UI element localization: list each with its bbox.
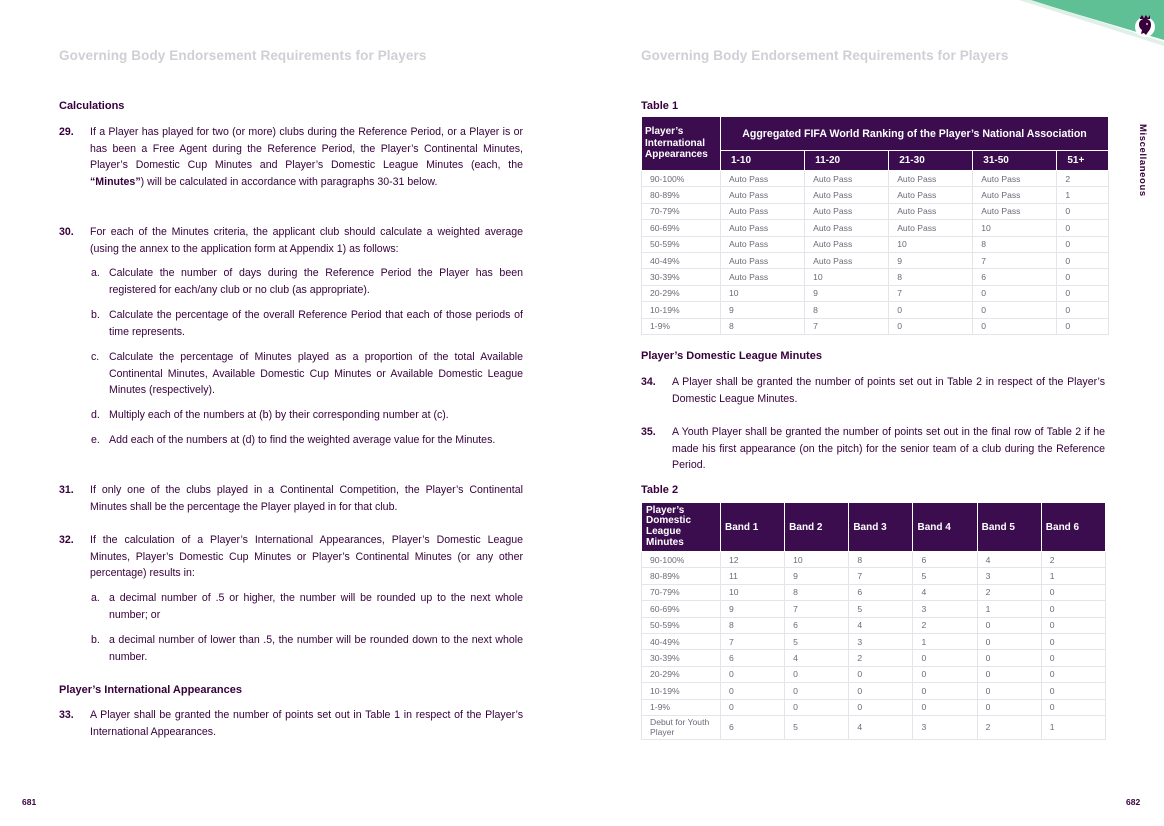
row-label-cell: 30-39%	[642, 650, 721, 666]
value-cell: 9	[721, 601, 785, 617]
value-cell: 10	[785, 552, 849, 568]
value-cell: 1	[913, 633, 977, 649]
value-cell: 8	[889, 269, 973, 285]
table2-band-header: Band 2	[785, 503, 849, 552]
value-cell: 0	[721, 683, 785, 699]
value-cell: Auto Pass	[721, 171, 805, 187]
value-cell: Auto Pass	[889, 171, 973, 187]
paragraph-number: 35.	[641, 426, 656, 438]
value-cell: 5	[785, 633, 849, 649]
paragraph-30: 30. For each of the Minutes criteria, the applicant club should calculate a weighted average (using the annex to the application form at Appendix 1) as follows:	[59, 226, 523, 255]
page-number-left: 681	[22, 797, 37, 807]
paragraph-31: 31. If only one of the clubs played in a Continental Competition, the Player’s Continental Minutes shall be the percentage the Player played in for that club.	[59, 484, 523, 513]
value-cell: 5	[913, 568, 977, 584]
value-cell: 2	[977, 584, 1041, 600]
paragraph-29: 29. If a Player has played for two (or more) clubs during the Reference Period, or a Player is or has been a Free Agent during the Reference Period, the Player’s Continental Minutes, Player’s Domestic Cup Minutes and Player’s Domestic League Minutes (each, the “Minutes”) will be calculated in accordance with paragraphs 30-31 below.	[59, 126, 523, 188]
value-cell: 10	[889, 236, 973, 252]
value-cell: 0	[913, 699, 977, 715]
value-cell: 5	[849, 601, 913, 617]
row-label-cell: 60-69%	[642, 601, 721, 617]
value-cell: Auto Pass	[889, 203, 973, 219]
table1-band-header: 51+	[1057, 151, 1109, 171]
value-cell: 0	[721, 699, 785, 715]
value-cell: 0	[1041, 617, 1105, 633]
row-label-cell: 20-29%	[642, 285, 721, 301]
value-cell: 0	[1057, 318, 1109, 334]
value-cell: 4	[849, 715, 913, 739]
table-row	[642, 683, 1106, 699]
table-row	[642, 285, 1109, 301]
value-cell: 0	[1041, 683, 1105, 699]
running-head-left: Governing Body Endorsement Requirements for Players	[59, 48, 427, 63]
table-row	[642, 220, 1109, 236]
value-cell: 0	[1041, 699, 1105, 715]
paragraph-32: 32. If the calculation of a Player’s International Appearances, Player’s Domestic League Minutes, Player’s Domestic Cup Minutes or Player’s Continental Minutes (or any other percentage) results in:	[59, 534, 523, 580]
table2-band-header: Band 4	[913, 503, 977, 552]
table1-band-header: 21-30	[889, 151, 973, 171]
value-cell: Auto Pass	[721, 203, 805, 219]
value-cell: 1	[977, 601, 1041, 617]
row-label-cell: 30-39%	[642, 269, 721, 285]
side-section-label: Miscellaneous	[1137, 124, 1148, 197]
page-number-right: 682	[1126, 797, 1141, 807]
paragraph-number: 34.	[641, 376, 656, 388]
table-row	[642, 715, 1106, 739]
value-cell: 0	[977, 633, 1041, 649]
value-cell: 8	[805, 302, 889, 318]
value-cell: Auto Pass	[973, 171, 1057, 187]
value-cell: 6	[721, 715, 785, 739]
value-cell: Auto Pass	[805, 236, 889, 252]
value-cell: 2	[849, 650, 913, 666]
table1-span-header: Aggregated FIFA World Ranking of the Player’s National Association	[721, 117, 1109, 151]
running-head-right: Governing Body Endorsement Requirements for Players	[641, 48, 1009, 63]
value-cell: 1	[1041, 568, 1105, 584]
paragraph-number: 31.	[59, 484, 74, 496]
value-cell: Auto Pass	[805, 220, 889, 236]
paragraph-33: 33. A Player shall be granted the number of points set out in Table 1 in respect of the Player’s International Appearances.	[59, 709, 523, 738]
value-cell: 7	[785, 601, 849, 617]
value-cell: 4	[913, 584, 977, 600]
value-cell: Auto Pass	[721, 252, 805, 268]
table-row	[642, 269, 1109, 285]
value-cell: Auto Pass	[721, 269, 805, 285]
value-cell: 0	[913, 683, 977, 699]
table2-band-header: Band 5	[977, 503, 1041, 552]
table1-band-header: 31-50	[973, 151, 1057, 171]
value-cell: 0	[1057, 236, 1109, 252]
table-row	[642, 236, 1109, 252]
value-cell: 6	[785, 617, 849, 633]
value-cell: Auto Pass	[721, 236, 805, 252]
value-cell: 0	[1041, 650, 1105, 666]
value-cell: 9	[889, 252, 973, 268]
value-cell: Auto Pass	[721, 220, 805, 236]
value-cell: 0	[1057, 203, 1109, 219]
value-cell: 0	[913, 666, 977, 682]
value-cell: 0	[1057, 252, 1109, 268]
value-cell: 7	[889, 285, 973, 301]
table1	[641, 116, 1109, 335]
value-cell: 4	[785, 650, 849, 666]
value-cell: 0	[849, 683, 913, 699]
international-appearances-heading: Player’s International Appearances	[59, 684, 242, 696]
table2	[641, 502, 1106, 740]
value-cell: 0	[977, 617, 1041, 633]
row-label-cell: 50-59%	[642, 617, 721, 633]
value-cell: 6	[849, 584, 913, 600]
value-cell: 0	[977, 699, 1041, 715]
value-cell: 2	[1057, 171, 1109, 187]
value-cell: Auto Pass	[805, 203, 889, 219]
value-cell: 6	[913, 552, 977, 568]
table-row	[642, 601, 1106, 617]
calculations-heading: Calculations	[59, 100, 125, 112]
value-cell: 8	[973, 236, 1057, 252]
value-cell: 1	[1041, 715, 1105, 739]
table1-band-header: 1-10	[721, 151, 805, 171]
value-cell: 2	[913, 617, 977, 633]
table1-caption: Table 1	[641, 100, 679, 112]
table2-caption: Table 2	[641, 484, 679, 496]
value-cell: 5	[785, 715, 849, 739]
value-cell: Auto Pass	[889, 220, 973, 236]
value-cell: 0	[1041, 666, 1105, 682]
value-cell: 0	[721, 666, 785, 682]
value-cell: Auto Pass	[805, 187, 889, 203]
list-item-30a: a. Calculate the number of days during the Reference Period the Player has been registered for each/any club or no club (as appropriate).	[91, 267, 523, 296]
table-row	[642, 633, 1106, 649]
row-label-cell: Debut for Youth Player	[642, 715, 721, 739]
value-cell: 0	[977, 650, 1041, 666]
value-cell: 10	[721, 285, 805, 301]
value-cell: 10	[721, 584, 785, 600]
row-label-cell: 50-59%	[642, 236, 721, 252]
value-cell: 0	[785, 699, 849, 715]
value-cell: 8	[721, 617, 785, 633]
row-label-cell: 10-19%	[642, 302, 721, 318]
value-cell: 6	[721, 650, 785, 666]
row-label-cell: 10-19%	[642, 683, 721, 699]
value-cell: 9	[785, 568, 849, 584]
value-cell: Auto Pass	[889, 187, 973, 203]
value-cell: 0	[1057, 220, 1109, 236]
table-row	[642, 568, 1106, 584]
value-cell: 12	[721, 552, 785, 568]
value-cell: 0	[889, 302, 973, 318]
value-cell: 0	[785, 683, 849, 699]
value-cell: 0	[889, 318, 973, 334]
value-cell: 8	[785, 584, 849, 600]
table-row	[642, 650, 1106, 666]
value-cell: 0	[1041, 633, 1105, 649]
table-row	[642, 302, 1109, 318]
list-item-30b: b. Calculate the percentage of the overall Reference Period that each of those periods of time represents.	[91, 309, 523, 338]
table-row	[642, 699, 1106, 715]
value-cell: 7	[973, 252, 1057, 268]
value-cell: 3	[849, 633, 913, 649]
value-cell: 0	[1057, 269, 1109, 285]
value-cell: 11	[721, 568, 785, 584]
table1-band-header: 11-20	[805, 151, 889, 171]
value-cell: 3	[913, 601, 977, 617]
row-label-cell: 80-89%	[642, 187, 721, 203]
value-cell: 6	[973, 269, 1057, 285]
value-cell: 0	[973, 318, 1057, 334]
value-cell: 0	[973, 302, 1057, 318]
row-label-cell: 1-9%	[642, 699, 721, 715]
value-cell: 10	[805, 269, 889, 285]
domestic-league-heading: Player’s Domestic League Minutes	[641, 350, 822, 362]
value-cell: Auto Pass	[973, 203, 1057, 219]
list-item-30d: d. Multiply each of the numbers at (b) by their corresponding number at (c).	[91, 409, 449, 421]
row-label-cell: 70-79%	[642, 203, 721, 219]
table-row	[642, 171, 1109, 187]
value-cell: 0	[1057, 302, 1109, 318]
paragraph-number: 29.	[59, 126, 74, 138]
value-cell: 0	[785, 666, 849, 682]
table-row	[642, 617, 1106, 633]
paragraph-number: 32.	[59, 534, 74, 546]
value-cell: 8	[721, 318, 805, 334]
list-item-32a: a. a decimal number of .5 or higher, the number will be rounded up to the next whole number; or	[91, 592, 523, 621]
row-label-cell: 90-100%	[642, 171, 721, 187]
value-cell: Auto Pass	[805, 252, 889, 268]
paragraph-number: 33.	[59, 709, 74, 721]
paragraph-number: 30.	[59, 226, 74, 238]
corner-ribbon	[1019, 0, 1164, 66]
value-cell: 7	[805, 318, 889, 334]
value-cell: 10	[973, 220, 1057, 236]
value-cell: 9	[721, 302, 805, 318]
value-cell: 9	[805, 285, 889, 301]
row-label-cell: 1-9%	[642, 318, 721, 334]
value-cell: 0	[849, 699, 913, 715]
table-row	[642, 584, 1106, 600]
value-cell: 4	[977, 552, 1041, 568]
table-row	[642, 318, 1109, 334]
value-cell: 0	[1057, 285, 1109, 301]
value-cell: 0	[849, 666, 913, 682]
value-cell: 2	[1041, 552, 1105, 568]
list-item-30e: e. Add each of the numbers at (d) to find the weighted average value for the Minutes.	[91, 434, 496, 446]
table2-band-header: Band 6	[1041, 503, 1105, 552]
row-label-cell: 90-100%	[642, 552, 721, 568]
value-cell: 0	[1041, 601, 1105, 617]
table2-row-header: Player’s Domestic League Minutes	[642, 503, 721, 552]
value-cell: Auto Pass	[805, 171, 889, 187]
table-row	[642, 203, 1109, 219]
paragraph-34: 34. A Player shall be granted the number of points set out in Table 2 in respect of the Player’s Domestic League Minutes.	[641, 376, 1105, 405]
table2-band-header: Band 3	[849, 503, 913, 552]
value-cell: 0	[977, 683, 1041, 699]
value-cell: 0	[977, 666, 1041, 682]
value-cell: 4	[849, 617, 913, 633]
value-cell: 8	[849, 552, 913, 568]
value-cell: 0	[1041, 584, 1105, 600]
value-cell: 2	[977, 715, 1041, 739]
list-item-32b: b. a decimal number of lower than .5, the number will be rounded down to the next whole number.	[91, 634, 523, 663]
row-label-cell: 70-79%	[642, 584, 721, 600]
value-cell: 7	[849, 568, 913, 584]
table2-band-header: Band 1	[721, 503, 785, 552]
row-label-cell: 60-69%	[642, 220, 721, 236]
value-cell: Auto Pass	[973, 187, 1057, 203]
row-label-cell: 80-89%	[642, 568, 721, 584]
value-cell: 1	[1057, 187, 1109, 203]
value-cell: 0	[973, 285, 1057, 301]
table-row	[642, 187, 1109, 203]
table-row	[642, 666, 1106, 682]
table-row	[642, 252, 1109, 268]
row-label-cell: 40-49%	[642, 252, 721, 268]
paragraph-35: 35. A Youth Player shall be granted the number of points set out in the final row of Table 2 if he made his first appearance (on the pitch) for the senior team of a club during the Reference Period.	[641, 426, 1105, 472]
row-label-cell: 40-49%	[642, 633, 721, 649]
list-item-30c: c. Calculate the percentage of Minutes played as a proportion of the total Available Continental Minutes, Available Domestic Cup Minutes or Available Domestic League Minutes (respectively).	[91, 351, 523, 397]
table1-row-header: Player’s International Appearances	[642, 117, 721, 171]
value-cell: 3	[977, 568, 1041, 584]
value-cell: 0	[913, 650, 977, 666]
table-row	[642, 552, 1106, 568]
row-label-cell: 20-29%	[642, 666, 721, 682]
value-cell: 3	[913, 715, 977, 739]
value-cell: Auto Pass	[721, 187, 805, 203]
value-cell: 7	[721, 633, 785, 649]
